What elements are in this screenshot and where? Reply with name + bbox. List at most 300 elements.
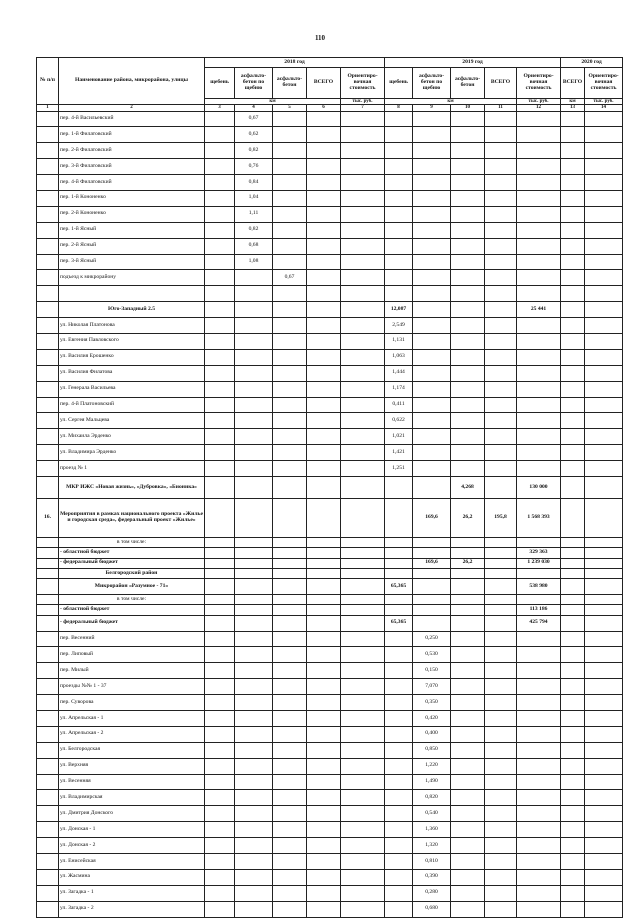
cell-c8 (385, 568, 413, 578)
cell-c8: 65,365 (385, 579, 413, 595)
unit-2018-rub: тыс. руб. (341, 99, 385, 105)
header-2018-gravel: щебень (205, 68, 235, 99)
column-index: 6 (307, 105, 341, 111)
cell-c6 (307, 605, 341, 615)
cell-c7 (341, 822, 385, 838)
cell-c6 (307, 901, 341, 917)
cell-c7 (341, 270, 385, 286)
cell-c8 (385, 822, 413, 838)
cell-c13 (561, 615, 585, 631)
cell-c12 (517, 758, 561, 774)
column-index: 14 (585, 105, 623, 111)
cell-c8: 1,021 (385, 429, 413, 445)
cell-c12 (517, 679, 561, 695)
cell-c4 (235, 429, 273, 445)
cell-c12 (517, 461, 561, 477)
row-name: пер. 1-й Ясный (59, 222, 205, 238)
cell-c3 (205, 901, 235, 917)
cell-c11 (485, 615, 517, 631)
row-name: МКР ИЖС «Новая жизнь», «Дубровка», «Бионика» (59, 476, 205, 498)
row-name: ул. Донская - 1 (59, 822, 205, 838)
table-row (37, 631, 623, 647)
cell-c6 (307, 742, 341, 758)
cell-c6 (307, 885, 341, 901)
row-number (37, 159, 59, 175)
cell-c12 (517, 631, 561, 647)
cell-c14 (585, 333, 623, 349)
cell-c6 (307, 568, 341, 578)
cell-c4 (235, 349, 273, 365)
cell-c11 (485, 679, 517, 695)
cell-c5 (273, 175, 307, 191)
cell-c7 (341, 605, 385, 615)
cell-c12 (517, 429, 561, 445)
cell-c7 (341, 238, 385, 254)
cell-c12 (517, 885, 561, 901)
cell-c11 (485, 254, 517, 270)
cell-c10 (451, 143, 485, 159)
cell-c11 (485, 445, 517, 461)
header-2019-total: ВСЕГО (485, 68, 517, 99)
cell-c11 (485, 349, 517, 365)
cell-c12: 1 568 393 (517, 498, 561, 537)
cell-c13 (561, 695, 585, 711)
cell-c4 (235, 318, 273, 334)
cell-c5 (273, 445, 307, 461)
cell-c6 (307, 365, 341, 381)
cell-c6 (307, 254, 341, 270)
cell-c8 (385, 869, 413, 885)
table-row (37, 774, 623, 790)
table-row (37, 222, 623, 238)
cell-c5 (273, 711, 307, 727)
cell-c6 (307, 206, 341, 222)
table-row (37, 127, 623, 143)
cell-c13 (561, 143, 585, 159)
cell-c12: 329 363 (517, 548, 561, 558)
cell-c5 (273, 397, 307, 413)
cell-c12 (517, 869, 561, 885)
cell-c4 (235, 758, 273, 774)
row-number (37, 476, 59, 498)
cell-c5 (273, 333, 307, 349)
table-row (37, 595, 623, 605)
header-year-2018: 2018 год (205, 58, 385, 68)
cell-c4: 1,04 (235, 190, 273, 206)
table-row (37, 238, 623, 254)
cell-c5 (273, 742, 307, 758)
cell-c3 (205, 476, 235, 498)
cell-c13 (561, 254, 585, 270)
cell-c14 (585, 605, 623, 615)
row-number (37, 127, 59, 143)
cell-c12 (517, 238, 561, 254)
cell-c9 (413, 365, 451, 381)
row-name: пер. Весенний (59, 631, 205, 647)
cell-c9 (413, 413, 451, 429)
cell-c8 (385, 854, 413, 870)
cell-c14 (585, 901, 623, 917)
cell-c3 (205, 758, 235, 774)
cell-c10 (451, 333, 485, 349)
cell-c10 (451, 742, 485, 758)
table-row (37, 885, 623, 901)
cell-c8 (385, 742, 413, 758)
cell-c9: 0,400 (413, 726, 451, 742)
cell-c7 (341, 318, 385, 334)
cell-c8: 1,174 (385, 381, 413, 397)
cell-c14 (585, 381, 623, 397)
table-row (37, 558, 623, 568)
row-name (59, 286, 205, 302)
cell-c8 (385, 175, 413, 191)
cell-c13 (561, 365, 585, 381)
cell-c8 (385, 222, 413, 238)
cell-c10 (451, 461, 485, 477)
row-name: подъезд к микрорайону (59, 270, 205, 286)
row-number (37, 143, 59, 159)
row-number (37, 854, 59, 870)
cell-c4 (235, 286, 273, 302)
cell-c12 (517, 413, 561, 429)
cell-c7 (341, 476, 385, 498)
cell-c11 (485, 595, 517, 605)
cell-c4: 0,67 (235, 111, 273, 127)
cell-c4 (235, 869, 273, 885)
row-number (37, 838, 59, 854)
cell-c13 (561, 579, 585, 595)
cell-c9 (413, 397, 451, 413)
cell-c11 (485, 742, 517, 758)
cell-c4 (235, 726, 273, 742)
cell-c3 (205, 558, 235, 568)
row-name: Микрорайон «Разумное - 71» (59, 579, 205, 595)
row-name: ул. Апрельская - 2 (59, 726, 205, 742)
cell-c8 (385, 254, 413, 270)
cell-c5 (273, 190, 307, 206)
cell-c14 (585, 143, 623, 159)
table-row (37, 822, 623, 838)
road-works-table (36, 57, 623, 918)
table-row (37, 726, 623, 742)
header-2018-asphalt-gravel: асфальто-бетон по щебню (235, 68, 273, 99)
cell-c13 (561, 806, 585, 822)
cell-c11 (485, 647, 517, 663)
cell-c13 (561, 318, 585, 334)
cell-c13 (561, 869, 585, 885)
cell-c4 (235, 885, 273, 901)
cell-c11 (485, 461, 517, 477)
cell-c11 (485, 568, 517, 578)
cell-c13 (561, 548, 585, 558)
cell-c12 (517, 159, 561, 175)
cell-c13 (561, 429, 585, 445)
cell-c10 (451, 774, 485, 790)
row-number (37, 254, 59, 270)
row-number (37, 869, 59, 885)
cell-c7 (341, 548, 385, 558)
table-row (37, 838, 623, 854)
cell-c14 (585, 286, 623, 302)
cell-c8 (385, 206, 413, 222)
cell-c6 (307, 631, 341, 647)
cell-c3 (205, 711, 235, 727)
cell-c8 (385, 663, 413, 679)
cell-c12 (517, 397, 561, 413)
cell-c8: 1,421 (385, 445, 413, 461)
cell-c6 (307, 413, 341, 429)
unit-2019-rub: тыс. руб. (517, 99, 561, 105)
cell-c14 (585, 615, 623, 631)
cell-c9 (413, 548, 451, 558)
row-name: Белгородский район (59, 568, 205, 578)
cell-c13 (561, 822, 585, 838)
cell-c3 (205, 663, 235, 679)
column-index: 3 (205, 105, 235, 111)
cell-c13 (561, 838, 585, 854)
column-index: 1 (37, 105, 59, 111)
cell-c11 (485, 270, 517, 286)
cell-c3 (205, 568, 235, 578)
table-row (37, 742, 623, 758)
cell-c3 (205, 318, 235, 334)
header-2019-gravel: щебень (385, 68, 413, 99)
cell-c4 (235, 579, 273, 595)
cell-c3 (205, 159, 235, 175)
cell-c8 (385, 774, 413, 790)
cell-c11 (485, 381, 517, 397)
cell-c9: 1,320 (413, 838, 451, 854)
row-number (37, 758, 59, 774)
cell-c13 (561, 742, 585, 758)
table-row (37, 568, 623, 578)
cell-c4 (235, 302, 273, 318)
row-number (37, 365, 59, 381)
cell-c8 (385, 127, 413, 143)
column-index: 13 (561, 105, 585, 111)
cell-c6 (307, 302, 341, 318)
cell-c10 (451, 270, 485, 286)
cell-c5 (273, 365, 307, 381)
cell-c3 (205, 190, 235, 206)
cell-c8: 2,549 (385, 318, 413, 334)
column-index: 10 (451, 105, 485, 111)
table-row (37, 413, 623, 429)
table-row (37, 695, 623, 711)
cell-c7 (341, 333, 385, 349)
row-name: ул. Загадка - 1 (59, 885, 205, 901)
cell-c12 (517, 190, 561, 206)
cell-c7 (341, 631, 385, 647)
cell-c11 (485, 854, 517, 870)
row-number (37, 663, 59, 679)
header-2018-cost: Ориентиро-вочная стоимость (341, 68, 385, 99)
cell-c9 (413, 429, 451, 445)
row-number (37, 605, 59, 615)
cell-c8 (385, 286, 413, 302)
cell-c14 (585, 774, 623, 790)
row-number (37, 349, 59, 365)
cell-c5 (273, 302, 307, 318)
cell-c4 (235, 647, 273, 663)
cell-c7 (341, 558, 385, 568)
cell-c4 (235, 548, 273, 558)
cell-c4 (235, 774, 273, 790)
cell-c12 (517, 286, 561, 302)
cell-c6 (307, 143, 341, 159)
cell-c11 (485, 175, 517, 191)
row-number (37, 579, 59, 595)
cell-c3 (205, 111, 235, 127)
cell-c7 (341, 365, 385, 381)
cell-c11 (485, 901, 517, 917)
cell-c10 (451, 711, 485, 727)
cell-c8 (385, 885, 413, 901)
cell-c4 (235, 615, 273, 631)
cell-c13 (561, 238, 585, 254)
cell-c9: 0,350 (413, 695, 451, 711)
row-number (37, 286, 59, 302)
row-number (37, 726, 59, 742)
cell-c6 (307, 397, 341, 413)
row-name: пер. Суворова (59, 695, 205, 711)
cell-c3 (205, 679, 235, 695)
cell-c6 (307, 238, 341, 254)
cell-c11 (485, 159, 517, 175)
cell-c7 (341, 695, 385, 711)
cell-c10 (451, 445, 485, 461)
cell-c5 (273, 127, 307, 143)
cell-c14 (585, 726, 623, 742)
row-name: пер. 4-й Платоновский (59, 397, 205, 413)
cell-c5: 0,67 (273, 270, 307, 286)
row-name: пер. 3-й Ясный (59, 254, 205, 270)
cell-c8 (385, 476, 413, 498)
cell-c11 (485, 631, 517, 647)
cell-c8: 0,622 (385, 413, 413, 429)
cell-c7 (341, 381, 385, 397)
cell-c3 (205, 206, 235, 222)
cell-c14 (585, 758, 623, 774)
cell-c3 (205, 270, 235, 286)
cell-c11 (485, 558, 517, 568)
cell-c5 (273, 498, 307, 537)
cell-c5 (273, 159, 307, 175)
row-name: проезды №№ 1 - 37 (59, 679, 205, 695)
row-number (37, 461, 59, 477)
cell-c3 (205, 869, 235, 885)
table-row (37, 445, 623, 461)
table-row (37, 901, 623, 917)
cell-c6 (307, 790, 341, 806)
cell-c14 (585, 631, 623, 647)
cell-c4: 0,62 (235, 127, 273, 143)
cell-c14 (585, 429, 623, 445)
cell-c9: 0,850 (413, 742, 451, 758)
row-name: ул. Сергея Мальцева (59, 413, 205, 429)
row-name: ул. Донская - 2 (59, 838, 205, 854)
row-name: ул. Белгородская (59, 742, 205, 758)
cell-c8 (385, 726, 413, 742)
cell-c9: 1,220 (413, 758, 451, 774)
cell-c14 (585, 790, 623, 806)
cell-c4 (235, 605, 273, 615)
cell-c14 (585, 222, 623, 238)
cell-c13 (561, 286, 585, 302)
cell-c10: 4,268 (451, 476, 485, 498)
cell-c5 (273, 647, 307, 663)
cell-c6 (307, 615, 341, 631)
cell-c14 (585, 413, 623, 429)
cell-c3 (205, 790, 235, 806)
cell-c9 (413, 445, 451, 461)
column-index: 2 (59, 105, 205, 111)
table-body (37, 111, 623, 917)
cell-c10 (451, 663, 485, 679)
column-index: 4 (235, 105, 273, 111)
table-row (37, 758, 623, 774)
cell-c5 (273, 143, 307, 159)
cell-c9 (413, 222, 451, 238)
row-number (37, 206, 59, 222)
cell-c13 (561, 605, 585, 615)
cell-c13 (561, 679, 585, 695)
cell-c5 (273, 568, 307, 578)
header-2019-asphalt: асфальто-бетон (451, 68, 485, 99)
cell-c14 (585, 302, 623, 318)
cell-c12 (517, 774, 561, 790)
table-row (37, 111, 623, 127)
cell-c7 (341, 711, 385, 727)
cell-c7 (341, 349, 385, 365)
row-number (37, 302, 59, 318)
cell-c12 (517, 222, 561, 238)
cell-c5 (273, 663, 307, 679)
unit-2018-km: км (205, 99, 341, 105)
column-index: 7 (341, 105, 385, 111)
cell-c3 (205, 381, 235, 397)
cell-c5 (273, 854, 307, 870)
cell-c9 (413, 476, 451, 498)
cell-c11 (485, 711, 517, 727)
cell-c8 (385, 711, 413, 727)
cell-c5 (273, 822, 307, 838)
cell-c7 (341, 869, 385, 885)
table-row (37, 333, 623, 349)
row-name: ул. Апрельская - 1 (59, 711, 205, 727)
cell-c6 (307, 806, 341, 822)
cell-c14 (585, 806, 623, 822)
cell-c7 (341, 774, 385, 790)
cell-c7 (341, 663, 385, 679)
cell-c7 (341, 885, 385, 901)
cell-c10 (451, 631, 485, 647)
row-name: - федеральный бюджет (59, 615, 205, 631)
cell-c10 (451, 254, 485, 270)
row-number (37, 822, 59, 838)
cell-c10 (451, 726, 485, 742)
row-number (37, 568, 59, 578)
cell-c14 (585, 663, 623, 679)
row-number (37, 445, 59, 461)
cell-c12 (517, 647, 561, 663)
cell-c5 (273, 595, 307, 605)
cell-c9: 0,390 (413, 869, 451, 885)
cell-c12: 538 980 (517, 579, 561, 595)
cell-c13 (561, 568, 585, 578)
cell-c6 (307, 679, 341, 695)
cell-c14 (585, 595, 623, 605)
